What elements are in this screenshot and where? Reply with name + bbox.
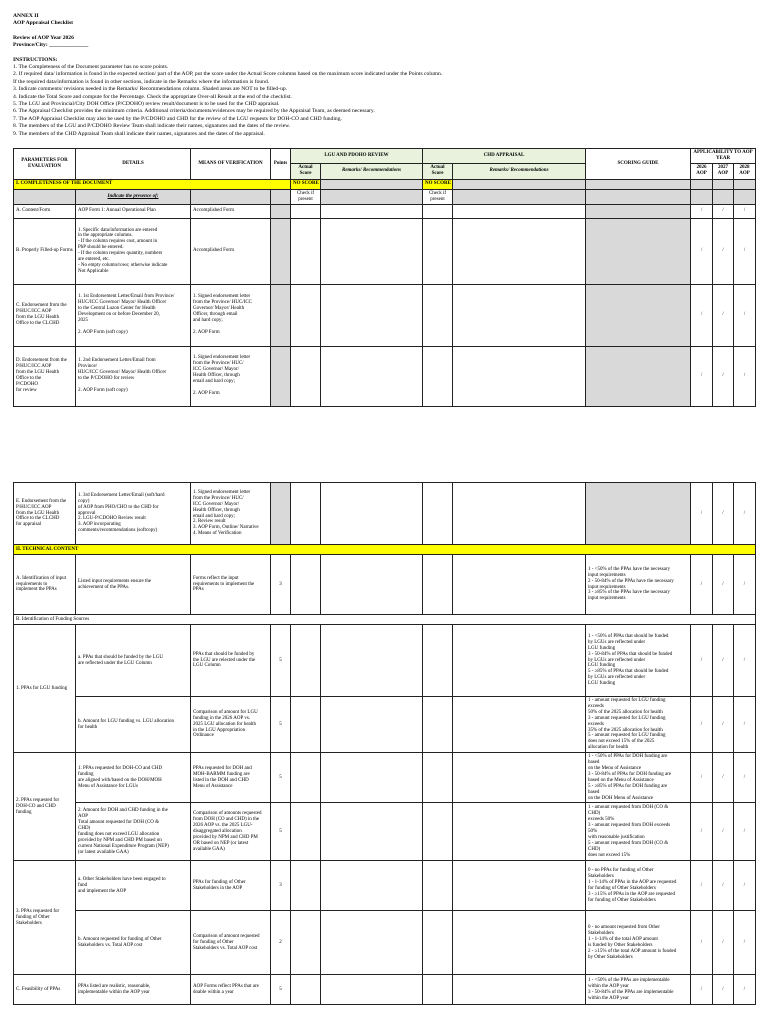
scoring-guide-cell: 1 - amount requested for LGU funding exceeds 50% of the 2025 allocation for health 3 - amount requested for LGU funding exceeds 35% of the 2025 allocation for health 5 - amount requested for LGU funding does not exceed 15% of the 2025 allocation for health (586, 697, 691, 753)
col-header-chd-score: Actual Score (423, 163, 453, 179)
applicability-2027[interactable]: / (713, 753, 734, 803)
points-cell: 5 (271, 753, 291, 803)
checklist-table-page1 (13, 148, 756, 407)
applicability-2026[interactable]: / (691, 555, 713, 615)
scoring-guide-cell: 1 - <50% of the PPAs have the necessary input requirements 2 - 50-84% of the PPAs have the necessary input requirements 3 - ≥85% of the PPAs have the necessary input requirements (586, 555, 691, 615)
applicability-2028[interactable]: / (734, 555, 756, 615)
applicability-2027[interactable]: / (713, 803, 734, 861)
lgu-score-cell[interactable] (291, 218, 321, 284)
table-row (14, 697, 756, 753)
lgu-remarks-cell[interactable] (321, 861, 423, 911)
applicability-2028[interactable]: / (734, 625, 756, 697)
details-cell: a. Other Stakeholders have been engaged to fund and implement the AOP (76, 861, 191, 911)
lgu-remarks-cell[interactable] (321, 555, 423, 615)
instruction-item: 3. Indicate comments/ revisions needed in the Remarks/ Recommendations column. Shaded areas are NOT to be filled-up. (13, 86, 288, 93)
lgu-score-cell[interactable] (291, 625, 321, 697)
chd-remarks-cell[interactable] (453, 697, 586, 753)
chd-score-cell[interactable] (423, 555, 453, 615)
lgu-remarks-cell[interactable] (321, 697, 423, 753)
annex-label: ANNEX II (13, 13, 39, 19)
applicability-2028[interactable]: / (734, 861, 756, 911)
table-row (14, 555, 756, 615)
checklist-table-page2 (13, 482, 756, 1005)
chd-score-cell[interactable] (423, 284, 453, 346)
lgu-score-cell[interactable] (291, 346, 321, 406)
details-cell: b. Amount for LGU funding vs. LGU allocation for health (76, 697, 191, 753)
applicability-2028[interactable]: / (734, 284, 756, 346)
col-header-lgu-remarks: Remarks/ Recommendations (321, 163, 423, 179)
table-row (14, 204, 756, 218)
points-cell: 5 (271, 803, 291, 861)
means-cell: 1. Signed endorsement letter from the Province/ HUC/ICC Governor/ Mayor/ Health Officer, through email and hard copy; 2. AOP Form (191, 284, 271, 346)
section-technical: II. TECHNICAL CONTENT (14, 545, 756, 555)
chd-remarks-cell[interactable] (453, 204, 586, 218)
chd-score-cell[interactable] (423, 218, 453, 284)
table-row (14, 975, 756, 1005)
chd-check-label: Check if present (423, 189, 453, 204)
col-header-2026: 2026 AOP (691, 163, 713, 179)
lgu-score-cell[interactable] (291, 753, 321, 803)
presence-label: Indicate the presence of: (107, 193, 159, 199)
lgu-remarks-cell[interactable] (321, 218, 423, 284)
col-header-2028: 2028 AOP (734, 163, 756, 179)
col-header-lgu-review: LGU AND PDOHO REVIEW (291, 149, 423, 164)
chd-remarks-cell[interactable] (453, 218, 586, 284)
table-row (14, 346, 756, 406)
chd-score-cell[interactable] (423, 975, 453, 1005)
means-cell: Comparison of amount for LGU funding in the 2026 AOP vs. 2025 LGU allocation for health in the LGU Appropriation Ordinance (191, 697, 271, 753)
col-header-2027: 2027 AOP (713, 163, 734, 179)
means-cell: 1. Signed endorsement letter from the Province/ HUC/ ICC Governor/ Mayor/ Health Officer, through email and hard copy; 2. Review result 3. AOP Form, Outline/ Narrative 4. Means of Verification (191, 483, 271, 545)
chd-remarks-cell[interactable] (453, 911, 586, 975)
details-cell: 1. Specific data/information are entered in the appropriate columns. - If the column requires cost, amount in PhP should be entered. - If the column requires quantity, numbers are entered, etc. - No empty column/rows; otherwise indicate Not Applicable (76, 218, 191, 284)
chd-remarks-cell[interactable] (453, 625, 586, 697)
chd-score-cell[interactable] (423, 911, 453, 975)
param-cell: 1. PPAs for LGU funding (14, 625, 76, 753)
applicability-2028[interactable]: / (734, 697, 756, 753)
lgu-remarks-cell[interactable] (321, 625, 423, 697)
means-cell: PPAs that should be funded by the LGU are relected under the LGU Column (191, 625, 271, 697)
table-row (14, 284, 756, 346)
col-header-details: DETAILS (76, 149, 191, 180)
applicability-2026[interactable]: / (691, 697, 713, 753)
lgu-remarks-cell[interactable] (321, 284, 423, 346)
param-cell: C. Endorsement from the P/HUC/ICC AOP from the LGU Health Office to the CLCHD (14, 284, 76, 346)
applicability-2027[interactable]: / (713, 204, 734, 218)
scoring-guide-cell: 0 - no PPAs for funding of Other Stakeholders 1 - 1-14% of PPAs in the AOP are requested for funding of Other Stakeholders 3 - ≥15% of PPAs in the AOP are requested for funding of Other Stakeholders (586, 861, 691, 911)
chd-score-cell[interactable] (423, 483, 453, 545)
means-cell: Comparison of amounts requested from DOH (CO and CHD) in the 2026 AOP vs. the 2025 LGU- disaggregated allocation provided by NPM and CHD PM OR based on NEP (or latest available GAA) (191, 803, 271, 861)
points-cell (271, 346, 291, 406)
means-cell: PPAs for funding of Other Stakeholders in the AOP (191, 861, 271, 911)
lgu-score-cell[interactable] (291, 697, 321, 753)
applicability-2026[interactable]: / (691, 975, 713, 1005)
details-cell: 2. Amount for DOH and CHD funding in the AOP Total amount requested for DOH (CO & CHD) funding does not exceed LGU allocation provided by NPM and CHD PM based on current National Expenditure Program (NEP) (or latest available GAA) (76, 803, 191, 861)
chd-score-cell[interactable] (423, 346, 453, 406)
lgu-score-cell[interactable] (291, 975, 321, 1005)
chd-no-score: NO SCORE (423, 179, 453, 189)
param-cell: E. Endorsement from the P/HUC/ICC AOP from the LGU Health Office to the CLCHD for appraisal (14, 483, 76, 545)
col-header-points: Points (271, 149, 291, 180)
instruction-item: 7. The AOP Appraisal Checklist may also be used by the P/CDOHO and CHD for the review of the LGU requests for DOH-CO and CHD funding. (13, 115, 342, 122)
lgu-score-cell[interactable] (291, 861, 321, 911)
lgu-remarks-cell[interactable] (321, 803, 423, 861)
lgu-score-cell[interactable] (291, 284, 321, 346)
table-row (14, 753, 756, 803)
chd-remarks-cell[interactable] (453, 803, 586, 861)
scoring-guide-cell: 1 - <50% of PPAs for DOH funding are based on the Menu of Assistance 3 - 50-84% of PPAs for DOH funding are based on the Menu of Assistance 5 - ≥85% of PPAs for DOH funding are based on the DOH Menu of Assistance (586, 753, 691, 803)
applicability-2028[interactable]: / (734, 346, 756, 406)
applicability-2026[interactable]: / (691, 218, 713, 284)
lgu-score-cell[interactable] (291, 204, 321, 218)
lgu-no-score: NO SCORE (291, 179, 321, 189)
table-row (14, 218, 756, 284)
scoring-guide-cell (586, 204, 691, 218)
points-cell (271, 284, 291, 346)
details-cell: Listed input requirements ensure the achievement of the PPAs. (76, 555, 191, 615)
scoring-guide-cell (586, 284, 691, 346)
lgu-score-cell[interactable] (291, 483, 321, 545)
points-cell: 5 (271, 975, 291, 1005)
table-row (14, 911, 756, 975)
chd-score-cell[interactable] (423, 625, 453, 697)
lgu-check-label: Check if present (291, 189, 321, 204)
points-cell: 3 (271, 861, 291, 911)
instruction-item: 2. If required data/ information is found in the expected section/ part of the AOP, put the score under the Actual Score columns based on the maximum score indicated under the Points column. (13, 71, 443, 78)
table-row (14, 483, 756, 545)
param-cell: 2. PPAs requested for DOH-CO and CHD funding (14, 753, 76, 861)
scoring-guide-cell: 1 - amount requested from DOH (CO & CHD) exceeds 50% 3 - amount requested from DOH exceeds 50% with reasonable justification 5 - amount requested from DOH (CO & CHD) does not exceed 15% (586, 803, 691, 861)
applicability-2027[interactable]: / (713, 625, 734, 697)
scoring-guide-cell (586, 483, 691, 545)
applicability-2027[interactable]: / (713, 483, 734, 545)
points-cell: 2 (271, 911, 291, 975)
details-cell: 1. PPAs requested for DOH-CO and CHD funding are aligned with/based on the DOH/MOH Menu of Assistance for LGUs (76, 753, 191, 803)
param-cell: D. Endorsement from the P/HUC/ICC AOP from the LGU Health Office to the P/CDOHO for review (14, 346, 76, 406)
scoring-guide-cell (586, 218, 691, 284)
applicability-2027[interactable]: / (713, 346, 734, 406)
applicability-2028[interactable]: / (734, 911, 756, 975)
table-row (14, 861, 756, 911)
lgu-remarks-cell[interactable] (321, 911, 423, 975)
details-cell: AOP Form 1: Annual Operational Plan (76, 204, 191, 218)
chd-remarks-cell[interactable] (453, 284, 586, 346)
details-cell: 1. 2nd Endorsement Letter/Email from Province/ HUC/ICC Governor/ Mayor/ Health Officer to the P/CDOHO for review 2. AOP Form (soft copy) (76, 346, 191, 406)
document-title: AOP Appraisal Checklist (13, 20, 73, 27)
points-cell: 3 (271, 555, 291, 615)
means-cell: AOP Forms reflect PPAs that are doable within a year (191, 975, 271, 1005)
funding-sources-heading: B. Identification of Funding Sources (14, 615, 756, 625)
details-cell: 1. 3rd Endorsement Letter/Email (soft/hard copy) of AOP from PHO/CHO to the CHD for approval 2. LGU-P/CDOHO Review result 3. AOP incorporating comments/recommendations (softcopy) (76, 483, 191, 545)
applicability-2027[interactable]: / (713, 555, 734, 615)
applicability-2026[interactable]: / (691, 753, 713, 803)
chd-remarks-cell[interactable] (453, 555, 586, 615)
applicability-2026[interactable]: / (691, 483, 713, 545)
applicability-2026[interactable]: / (691, 861, 713, 911)
instruction-item: 6. The Appraisal Checklist provides the minimum criteria. Additional criteria/documents/evidences may be required by the Appraisal Team, as deemed necessary. (13, 108, 375, 115)
review-year: Review of AOP Year 2026 (13, 34, 74, 41)
param-cell: B. Properly Filled-up Forms (14, 218, 76, 284)
applicability-2026[interactable]: / (691, 204, 713, 218)
applicability-2026[interactable]: / (691, 346, 713, 406)
applicability-2028[interactable]: / (734, 483, 756, 545)
points-cell: 5 (271, 697, 291, 753)
applicability-2026[interactable]: / (691, 625, 713, 697)
table-row (14, 625, 756, 697)
chd-remarks-cell[interactable] (453, 483, 586, 545)
col-header-means: MEANS OF VERIFICATION (191, 149, 271, 180)
instruction-item: 5. The LGU and Provincial/City DOH Office (P/CDOHO) review result/document is to be used for the CHD appraisal. (13, 101, 280, 108)
applicability-2027[interactable]: / (713, 861, 734, 911)
applicability-2026[interactable]: / (691, 284, 713, 346)
means-cell: Comparison of amount requested for funding of Other Stakeholders vs. Total AOP cost (191, 911, 271, 975)
col-header-chd-appraisal: CHD APPRAISAL (423, 149, 586, 164)
points-cell (271, 204, 291, 218)
instruction-item: 9. The members of the CHD Appraisal Team shall indicate their names, signatures and the dates of the appraisal. (13, 130, 265, 137)
applicability-2027[interactable]: / (713, 697, 734, 753)
chd-remarks-cell[interactable] (453, 346, 586, 406)
applicability-2028[interactable]: / (734, 975, 756, 1005)
scoring-guide-cell: 0 - no amount requested from Other Stakeholders 1 - 1-14% of the total AOP amount is funded by Other Stakeholders 2 - ≥15% of the total AOP amount is funded by Other Stakeholders (586, 911, 691, 975)
instruction-item: If the required data/information is found in other sections, indicate in the Remarks where the information is found. (13, 78, 270, 85)
lgu-remarks-cell[interactable] (321, 753, 423, 803)
lgu-score-cell[interactable] (291, 911, 321, 975)
details-cell: a. PPAs that should be funded by the LGU are reflected under the LGU Column (76, 625, 191, 697)
chd-remarks-cell[interactable] (453, 975, 586, 1005)
scoring-guide-cell (586, 346, 691, 406)
applicability-2027[interactable]: / (713, 284, 734, 346)
points-cell (271, 483, 291, 545)
param-cell: A. Content/Form (14, 204, 76, 218)
details-cell: 1. 1st Endorsement Letter/Email from Province/ HUC/ICC Governor/ Mayor/ Health Officer to the Central Luzon Center for Health Development on or before December 20, 2025 2. AOP Form (soft copy) (76, 284, 191, 346)
lgu-remarks-cell[interactable] (321, 204, 423, 218)
means-cell: Forms reflect the input requirements to implement the PPAs (191, 555, 271, 615)
col-header-param: PARAMETERS FOR EVALUATION (14, 149, 76, 180)
table-row (14, 803, 756, 861)
instructions-list (13, 64, 753, 138)
lgu-remarks-cell[interactable] (321, 975, 423, 1005)
instruction-item: 1. The Completeness of the Document parameter has no score points. (13, 64, 169, 71)
applicability-2028[interactable]: / (734, 204, 756, 218)
applicability-2026[interactable]: / (691, 911, 713, 975)
details-cell: PPAs listed are realistic, reasonable, implementable within the AOP year (76, 975, 191, 1005)
means-cell: Accomplished Form (191, 218, 271, 284)
chd-remarks-cell[interactable] (453, 753, 586, 803)
means-cell: Accomplished Form (191, 204, 271, 218)
chd-score-cell[interactable] (423, 803, 453, 861)
applicability-2027[interactable]: / (713, 911, 734, 975)
lgu-score-cell[interactable] (291, 555, 321, 615)
chd-score-cell[interactable] (423, 697, 453, 753)
scoring-guide-cell: 1 - <50% of the PPAs are implementable within the AOP year 3 - 50-84% of the PPAs are implementable within the AOP year (586, 975, 691, 1005)
means-cell: PPAs requested for DOH and MOH-BARMM funding are listed in the DOH and CHD Menu of Assistance (191, 753, 271, 803)
instruction-item: 8. The members of the LGU and P/CDOHO Review Team shall indicate their names, signatures and the dates of the review. (13, 123, 291, 130)
table-row (14, 615, 756, 625)
chd-score-cell[interactable] (423, 753, 453, 803)
applicability-2027[interactable]: / (713, 218, 734, 284)
means-cell: 1. Signed endorsement letter from the Province/ HUC/ ICC Governor/ Mayor/ Health Officer, through email and hard copy; 2. AOP Form (191, 346, 271, 406)
instruction-item: 4. Indicate the Total Score and compute for the Percentage. Check the appropriate Over-all Result at the end of the checklist. (13, 93, 292, 100)
province-field: Province/City: ______________ (13, 42, 89, 49)
details-cell: b. Amount requested for funding of Other Stakeholders vs. Total AOP cost (76, 911, 191, 975)
lgu-score-cell[interactable] (291, 803, 321, 861)
points-cell: 5 (271, 625, 291, 697)
col-header-lgu-score: Actual Score (291, 163, 321, 179)
instructions-label: INSTRUCTIONS: (13, 56, 58, 63)
chd-score-cell[interactable] (423, 861, 453, 911)
applicability-2028[interactable]: / (734, 218, 756, 284)
applicability-2027[interactable]: / (713, 975, 734, 1005)
param-cell: 3. PPAs requested for funding of Other Stakeholders (14, 861, 76, 975)
col-header-chd-remarks: Remarks/ Recommendations (453, 163, 586, 179)
chd-remarks-cell[interactable] (453, 861, 586, 911)
col-header-scoring: SCORING GUIDE (586, 149, 691, 180)
col-header-applicability: APPLICABILITY TO AOP YEAR (691, 149, 756, 164)
lgu-remarks-cell[interactable] (321, 483, 423, 545)
applicability-2028[interactable]: / (734, 803, 756, 861)
applicability-2026[interactable]: / (691, 803, 713, 861)
document-header (13, 13, 753, 138)
chd-score-cell[interactable] (423, 204, 453, 218)
points-cell (271, 218, 291, 284)
applicability-2028[interactable]: / (734, 753, 756, 803)
section-completeness: I. COMPLETENESS OF THE DOCUMENT (14, 179, 291, 189)
scoring-guide-cell: 1 - <50% of PPAs that should be funded by LGUs are reflected under LGU funding 3 - 50-84% of PPAs that should be funded by LGUs are reflected under LGU funding 5 - ≥85% of PPAs that should be funded by LGUs are reflected under LGU funding (586, 625, 691, 697)
param-cell: A. Identification of input requirements to implement the PPAs (14, 555, 76, 615)
param-cell: C. Feasibility of PPAs (14, 975, 76, 1005)
lgu-remarks-cell[interactable] (321, 346, 423, 406)
